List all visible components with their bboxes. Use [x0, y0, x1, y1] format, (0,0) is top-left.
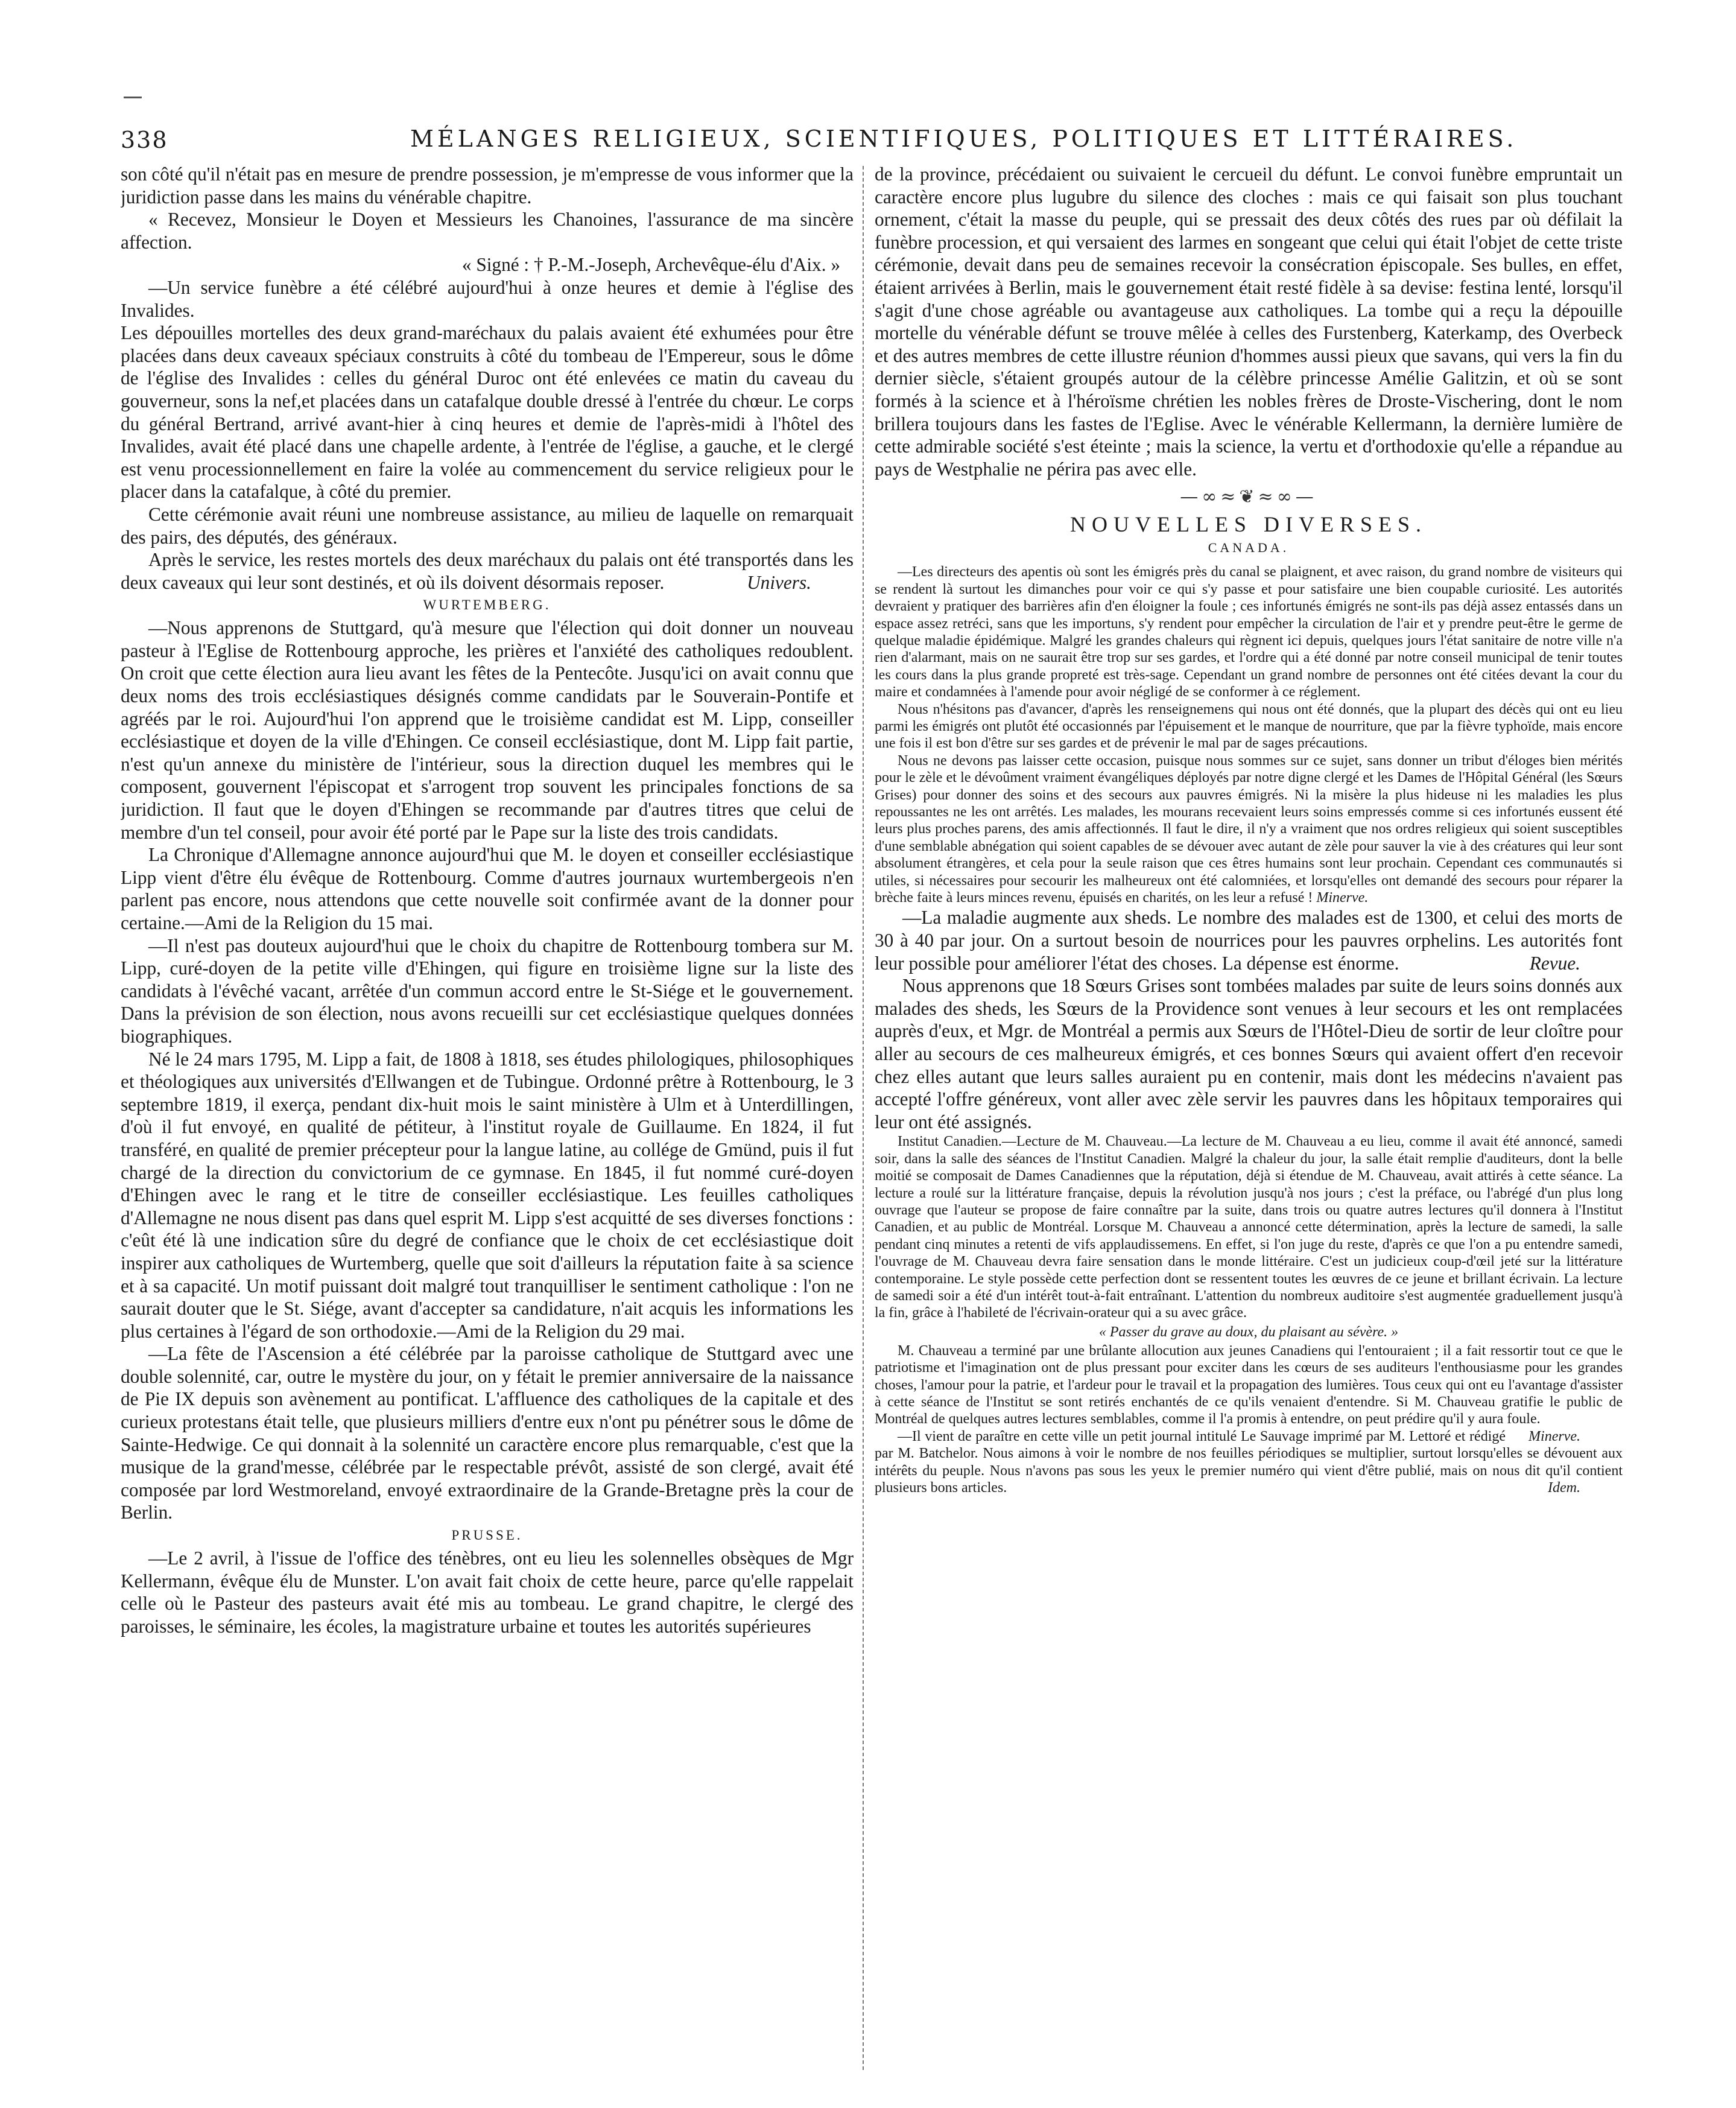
- section-heading-wurtemberg: WURTEMBERG.: [423, 597, 551, 613]
- paragraph-text: Après le service, les restes mortels des deux maréchaux du palais ont été transportés dans les deux caveaux qui leur sont destinés, et où ils doivent désormais reposer.: [121, 549, 854, 593]
- paragraph: —La fête de l'Ascension a été célébrée par la paroisse catholique de Stuttgard avec une double solennité, car, outre le mystère du jour, on y fétait le premier anniversaire de la naissance de Pie IX depuis son avènement au pontificat. L'affluence des catholiques de la capitale et des curieux protestans était telle, que plusieurs milliers d'entre eux n'ont pu pénétrer sous le dôme de Sainte-Hedwige. Ce qui donnait à la solennité un caractère encore plus remarquable, c'est que la musique de la grand'messe, célébrée par le respectable prévôt, assisté de son clergé, avait été composée par lord Westmoreland, envoyé extraordinaire de la Grande-Bretagne près la cour de Berlin.: [121, 1343, 854, 1523]
- paragraph-text: M. Chauveau a terminé par une brûlante allocution aux jeunes Canadiens qui l'entouraient ; il a fait ressortir tout ce que le patriotisme et l'imagination ont de plus pressant pour exciter dans les cœurs de ses auditeurs l'enthousiasme pour les grandes choses, l'amour pour la patrie, et l'ardeur pour le travail et la propagation des lumières. Tous ceux qui ont eu l'avantage d'assister à cette séance de l'Institut se sont retirés enchantés de ce qu'ils venaient d'entendre. Si M. Chauveau gratifie le public de Montréal de quelques autres lectures semblables, comme il l'a promis à entendre, on peut prédire qu'il y aura foule.: [875, 1342, 1623, 1427]
- paragraph: Nous n'hésitons pas d'avancer, d'après les renseignemens qui nous ont été donnés, que la plupart des décès qui ont eu lieu parmi les émigrés ont plutôt été occasionnés par l'épuisement et le manque de nourriture, que par la fièvre typhoïde, mais encore une fois il est bon d'être sur ses gardes et de prévenir le mal par de sages précautions.: [875, 701, 1623, 752]
- paragraph-text: Nous ne devons pas laisser cette occasion, puisque nous sommes sur ce sujet, sans donner un tribut d'éloges bien mérités pour le zèle et le dévoûment vraiment évangéliques déployés par notre digne clergé et les Dames de l'Hôpital Général (les Sœurs Grises) pour donner des soins et des secours aux pauvres émigrés. Ni la misère la plus hideuse ni les maladies les plus repoussantes ne les ont arrêtés. Les malades, les mourans recevaient leurs soins empressés comme si ces infortunés eussent été leurs plus proches parens, des amis affectionnés. Il faut le dire, il n'y a vraiment que nos ordres religieux qui soient susceptibles d'une semblable abnégation qui soient capables de se dévouer avec autant de zèle pour sauver la vie à des créatures qui leur sont absolument étrangères, et cela pour la seule raison que ces êtres humains sont leur prochain. Cependant ces communautés si utiles, si nécessaires pour secourir les malheureux ont été calomniées, et lorsqu'elles ont demandé des secours pour réparer la brèche faite à leurs minces revenu, épuisés en charités, on les leur a refusé !: [875, 752, 1623, 906]
- paragraph: La Chronique d'Allemagne annonce aujourd'hui que M. le doyen et conseiller ecclésiastique Lipp vient d'être élu évêque de Rottenbourg. Comme d'autres journaux wurtembergeois n'en parlent pas encore, nous attendons que cette nouvelle soit confirmée avant de la donner pour certaine.—Ami de la Religion du 15 mai.: [121, 844, 854, 933]
- paragraph: [875, 906, 1623, 974]
- paragraph-text: —La maladie augmente aux sheds. Le nombre des malades est de 1300, et celui des morts de 30 à 40 par jour. On a surtout besoin de nourrices pour les pauvres orphelins. Les autorités font leur possible pour améliorer l'état des choses. La dépense est énorme.: [875, 907, 1623, 974]
- source-citation: Minerve.: [1316, 890, 1369, 906]
- print-mark: [124, 97, 142, 98]
- paragraph: —Il n'est pas douteux aujourd'hui que le choix du chapitre de Rottenbourg tombera sur M. Lipp, curé-doyen de la petite ville d'Ehingen, qui figure en troisième ligne sur la liste des candidats à l'évêché vacant, arrêtée d'un commun accord entre le St-Siége et le gouvernement. Dans la prévision de son élection, nous avons recueilli sur cet ecclésiastique quelques données biographiques.: [121, 935, 854, 1047]
- paragraph: Né le 24 mars 1795, M. Lipp a fait, de 1808 à 1818, ses études philologiques, philosophiques et théologiques aux universités d'Ellwangen et de Tubingue. Ordonné prêtre à Rottenbourg, le 3 septembre 1819, il exerça, pendant dix-huit mois le saint ministère à Ulm et à Unterdillingen, d'où il fut envoyé, en qualité de pétiteur, à l'institut royale de Guillaume. En 1824, il fut transféré, en qualité de premier précepteur pour la langue latine, au collége de Gmünd, puis il fut chargé de la direction du convictorium de ce gymnase. En 1845, il fut nommé curé-doyen d'Ehingen avec le rang et le titre de conseiller ecclésiastique. Les feuilles catholiques d'Allemagne ne nous disent pas dans quel esprit M. Lipp s'est acquitté de ses diverses fonctions : c'eût été là une indication sûre du degré de confiance que le choix de cet ecclésiastique doit inspirer aux catholiques de Wurtemberg, quelle que soit d'ailleurs la réputation faite à sa science et à sa capacité. Un motif puissant doit malgré tout tranquilliser le sentiment catholique : l'on ne saurait douter que le St. Siége, avant d'accepter sa candidature, n'ait acquis les informations les plus certaines à l'égard de son orthodoxie.—Ami de la Religion du 29 mai.: [121, 1048, 854, 1342]
- paragraph: « Recevez, Monsieur le Doyen et Messieurs les Chanoines, l'assurance de ma sincère affection.: [121, 209, 854, 253]
- section-heading-canada: CANADA.: [1208, 540, 1290, 556]
- column-divider: [863, 166, 864, 2072]
- paragraph: [121, 548, 854, 594]
- left-column: [121, 163, 854, 2075]
- paragraph-text: —Il vient de paraître en cette ville un petit journal intitulé Le Sauvage imprimé par M. Lettoré et rédigé par M. Batchelor. Nous aimons à voir le nombre de nos feuilles périodiques se multiplier, surtout lorsqu'elles se dévouent aux intérêts du peuple. Nous n'avons pas sous les yeux le premier numéro qui vient d'être publié, mais on nous dit qu'il contient plusieurs bons articles.: [875, 1428, 1623, 1496]
- source-citation: Univers.: [747, 571, 811, 593]
- paragraph: —Le 2 avril, à l'issue de l'office des ténèbres, ont eu lieu les solennelles obsèques de Mgr Kellermann, évêque élu de Munster. L'on avait fait choix de cette heure, parce qu'elle rappelait celle où le Pasteur des pasteurs avait été mis au tombeau. Le grand chapitre, le clergé des paroisses, le séminaire, les écoles, la magistrature urbaine et toutes les autorités supérieures: [121, 1548, 854, 1637]
- source-citation: Revue.: [1529, 952, 1580, 974]
- section-heading-nouvelles: NOUVELLES DIVERSES.: [1070, 512, 1427, 537]
- section-heading-prusse: PRUSSE.: [451, 1528, 523, 1543]
- paragraph: —Un service funèbre a été célébré aujourd'hui à onze heures et demie à l'église des Invalides.: [121, 276, 854, 321]
- page-header: [121, 121, 1598, 163]
- paragraph: —Les directeurs des apentis où sont les émigrés près du canal se plaignent, et avec raison, du grand nombre de visiteurs qui se rendent là surtout les dimanches pour voir ce qui s'y passe et pour satisfaire une bien coupable curiosité. Les autorités devraient y pratiquer des barrières afin d'en éloigner la foule ; ces infortunés émigrés ne sont-ils pas déjà assez entassés dans un espace assez retréci, sans que les importuns, s'y rendent pour empêcher la circulation de l'air et y prendre peut-être le germe de quelque maladie épidémique. Malgré les grandes chaleurs qui règnent ici depuis, quelques jours l'état sanitaire de notre ville n'a rien d'alarmant, mais on ne saurait être trop sur ses gardes, et l'ordre qui a été donné par notre conseil municipal de tenir toutes les cours dans la plus grande propreté est très-sage. Cependant un grand nombre de personnes ont été citées devant la cour du maire et condamnées à l'amende pour avoir négligé de se conformer à ce réglement.: [875, 564, 1623, 700]
- paragraph: Nous apprenons que 18 Sœurs Grises sont tombées malades par suite de leurs soins donnés aux malades des sheds, les Sœurs de la Providence sont venues à leur secours et les ont remplacées auprès d'eux, et Mgr. de Montréal a permis aux Sœurs de l'Hôtel-Dieu de sortir de leur cloître pour aller au secours de ces malheureux émigrés, et ces bonnes Sœurs qui avaient offert d'en recevoir chez elles autant que leurs salles auraient pu en contenir, mais dont les médecins n'avaient pas accepté l'offre généreux, vont aller avec zèle servir les pauvres dans les hôpitaux temporaires qui leur ont été assignés.: [875, 975, 1623, 1132]
- source-citation: Minerve.: [1529, 1428, 1580, 1444]
- quotation: « Passer du grave au doux, du plaisant au sévère. »: [1098, 1324, 1399, 1340]
- right-column: [875, 163, 1623, 2075]
- paragraph: [875, 752, 1623, 907]
- paragraph: —Nous apprenons de Stuttgard, qu'à mesure que l'élection qui doit donner un nouveau pasteur à l'Eglise de Rottenbourg approche, les prières et l'anxiété des catholiques redoublent. On croit que cette élection aura lieu avant les fêtes de la Pentecôte. Jusqu'ici on avait connu que deux noms des trois ecclésiastiques désignés comme candidats par le Souverain-Pontife et agréés par le roi. Aujourd'hui l'on apprend que le troisième candidat est M. Lipp, conseiller ecclésiastique et doyen de la ville d'Ehingen. Ce conseil ecclésiastique, dont M. Lipp fait partie, n'est qu'un annexe du ministère de l'intérieur, sous la direction duquel les membres qui le composent, gouvernent l'épiscopat et s'arrogent trop souvent les principales fonctions de sa juridiction. Il faut que le doyen d'Ehingen se recommande par d'autres titres que celui de membre d'un tel conseil, pour avoir été porté par le Pape sur la liste des trois candidats.: [121, 617, 854, 843]
- page-number: 338: [121, 127, 168, 153]
- paragraph: [875, 1342, 1623, 1444]
- letter-signature: « Signé : † P.-M.-Joseph, Archevêque-élu d'Aix. »: [461, 254, 840, 276]
- paragraph: Cette cérémonie avait réuni une nombreuse assistance, au milieu de laquelle on remarquait des pairs, des députés, des généraux.: [121, 503, 854, 548]
- paragraph: son côté qu'il n'était pas en mesure de prendre possession, je m'empresse de vous informer que la juridiction passe dans les mains du vénérable chapitre.: [121, 163, 854, 208]
- ornament-divider: —∞≈❦≈∞—: [1180, 486, 1317, 508]
- paragraph: Institut Canadien.—Lecture de M. Chauveau.—La lecture de M. Chauveau a eu lieu, comme il avait été annoncé, samedi soir, dans la salle des séances de l'Institut Canadien. Malgré la chaleur du jour, la salle était remplie d'auditeurs, dont la belle moitié se composait de Dames Canadiennes que la réputation, déjà si étendue de M. Chauveau, avait attirés à cette séance. La lecture a roulé sur la littérature française, depuis la révolution jusqu'à nos jours ; c'est la préface, ou l'abrégé d'un plus long ouvrage que l'auteur se propose de faire connaître par la suite, dans trois ou quatre autres lectures qu'il donnera à l'Institut Canadien, et au public de Montréal. Lorsque M. Chauveau a annoncé cette détermination, après la lecture de samedi, la salle pendant cinq minutes a retenti de vifs applaudissemens. En effet, si l'on juge du reste, d'après ce que l'on a pu entendre samedi, l'ouvrage de M. Chauveau devra faire sensation dans le monde littéraire. C'est un judicieux coup-d'œil jeté sur la littérature contemporaine. Le style possède cette perfection dont se ressentent toutes les œuvres de ce jeune et brillant écrivain. La lecture de samedi soir a été d'un intérêt tout-à-fait entraînant. L'attention du nombreux auditoire s'est augmentée graduellement jusqu'à la fin, grâce à l'habileté de l'écrivain-orateur qui a su avec grâce.: [875, 1134, 1623, 1321]
- paragraph: de la province, précédaient ou suivaient le cercueil du défunt. Le convoi funèbre empruntait un caractère encore plus lugubre du silence des cloches : mais ce qui faisait son plus touchant ornement, c'était la masse du peuple, qui se pressait des deux côtés des rues par où défilait la funèbre procession, et qui versaient des larmes en songeant que celui qui était l'objet de cette triste cérémonie, devait dans peu de semaines recevoir la consécration épiscopale. Ses bulles, en effet, étaient arrivées à Berlin, mais le gouvernement était resté fidèle à sa devise: festina lenté, lorsqu'il s'agit d'une chose agréable ou avantageuse aux catholiques. La tombe qui a reçu la dépouille mortelle du vénérable défunt se trouve mêlée à celles des Furstenberg, Katerkamp, des Overbeck et des autres membres de cette illustre réunion d'hommes aussi pieux que savans, qui vers la fin du dernier siècle, s'étaient groupés autour de la célèbre princesse Amélie Galitzin, et où se sont formés à la science et à l'héroïsme chrétien les nobles frères de Droste-Vischering, dont le nom brillera toujours dans les fastes de l'Eglise. Avec le vénérable Kellermann, la dernière lumière de cette admirable société s'est éteinte ; mais la science, la vertu et d'orthodoxie qu'elle a répandue au pays de Westphalie ne périra pas avec elle.: [875, 163, 1623, 480]
- paragraph: Les dépouilles mortelles des deux grand-maréchaux du palais avaient été exhumées pour être placées dans deux caveaux spéciaux construits à côté du tombeau de l'Empereur, sous le dôme de l'église des Invalides : celles du général Duroc ont été enlevées ce matin du caveau du gouverneur, sons la nef,et placées dans un catafalque double dressé à l'entrée du chœur. Le corps du général Bertrand, arrivé avant-hier à cinq heures et demie de l'après-midi à l'hôtel des Invalides, avait été placé dans une chapelle ardente, à l'entrée de l'église, a gauche, et le clergé est venu processionnellement en faire la volée au commencement du service religieux pour le placer dans la catafalque, à côté du premier.: [121, 322, 854, 503]
- running-title: MÉLANGES RELIGIEUX, SCIENTIFIQUES, POLITIQUES ET LITTÉRAIRES.: [410, 125, 1518, 152]
- source-citation: Idem.: [1548, 1480, 1580, 1496]
